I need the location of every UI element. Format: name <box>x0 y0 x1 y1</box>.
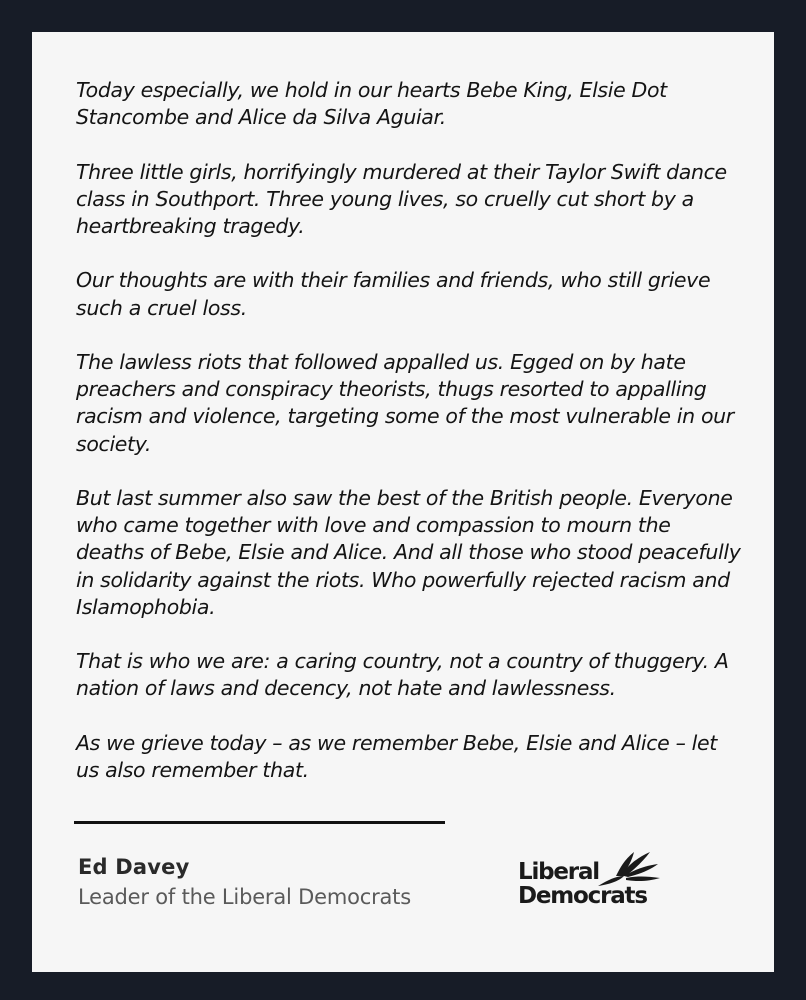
signature-line <box>74 821 445 824</box>
letter-page <box>32 32 774 972</box>
paragraph-3: Our thoughts are with their families and friends, who still grieve such a cruel loss. <box>76 268 711 320</box>
signatory-title: Leader of the Liberal Democrats <box>78 885 411 909</box>
liberal-democrats-logo <box>518 846 668 916</box>
letter-body <box>76 77 744 811</box>
paragraph-5: But last summer also saw the best of the British people. Everyone who came together with love and compassion to mourn the deaths of Bebe, Elsie and Alice. And all those who stood peacefully in solidarity against the riots. Who powerfully rejected racism and Islamophobia. <box>76 485 741 619</box>
paragraph-6: That is who we are: a caring country, not a country of thuggery. A nation of laws and decency, not hate and lawlessness. <box>76 649 729 701</box>
paragraph-2: Three little girls, horrifyingly murdered at their Taylor Swift dance class in Southport. Three young lives, so cruelly cut short by a heartbreaking tragedy. <box>76 159 727 238</box>
logo-word-democrats: Democrats <box>518 883 647 909</box>
paragraph-4: The lawless riots that followed appalled us. Egged on by hate preachers and conspiracy theorists, thugs resorted to appalling racism and violence, targeting some of the most vulnerable in our society. <box>76 349 734 456</box>
paragraph-1: Today especially, we hold in our hearts Bebe King, Elsie Dot Stancombe and Alice da Silva Aguiar. <box>76 78 667 130</box>
paragraph-7: As we grieve today – as we remember Bebe, Elsie and Alice – let us also remember that. <box>76 730 717 782</box>
signatory-name: Ed Davey <box>78 855 190 879</box>
logo-word-liberal: Liberal <box>518 859 599 885</box>
